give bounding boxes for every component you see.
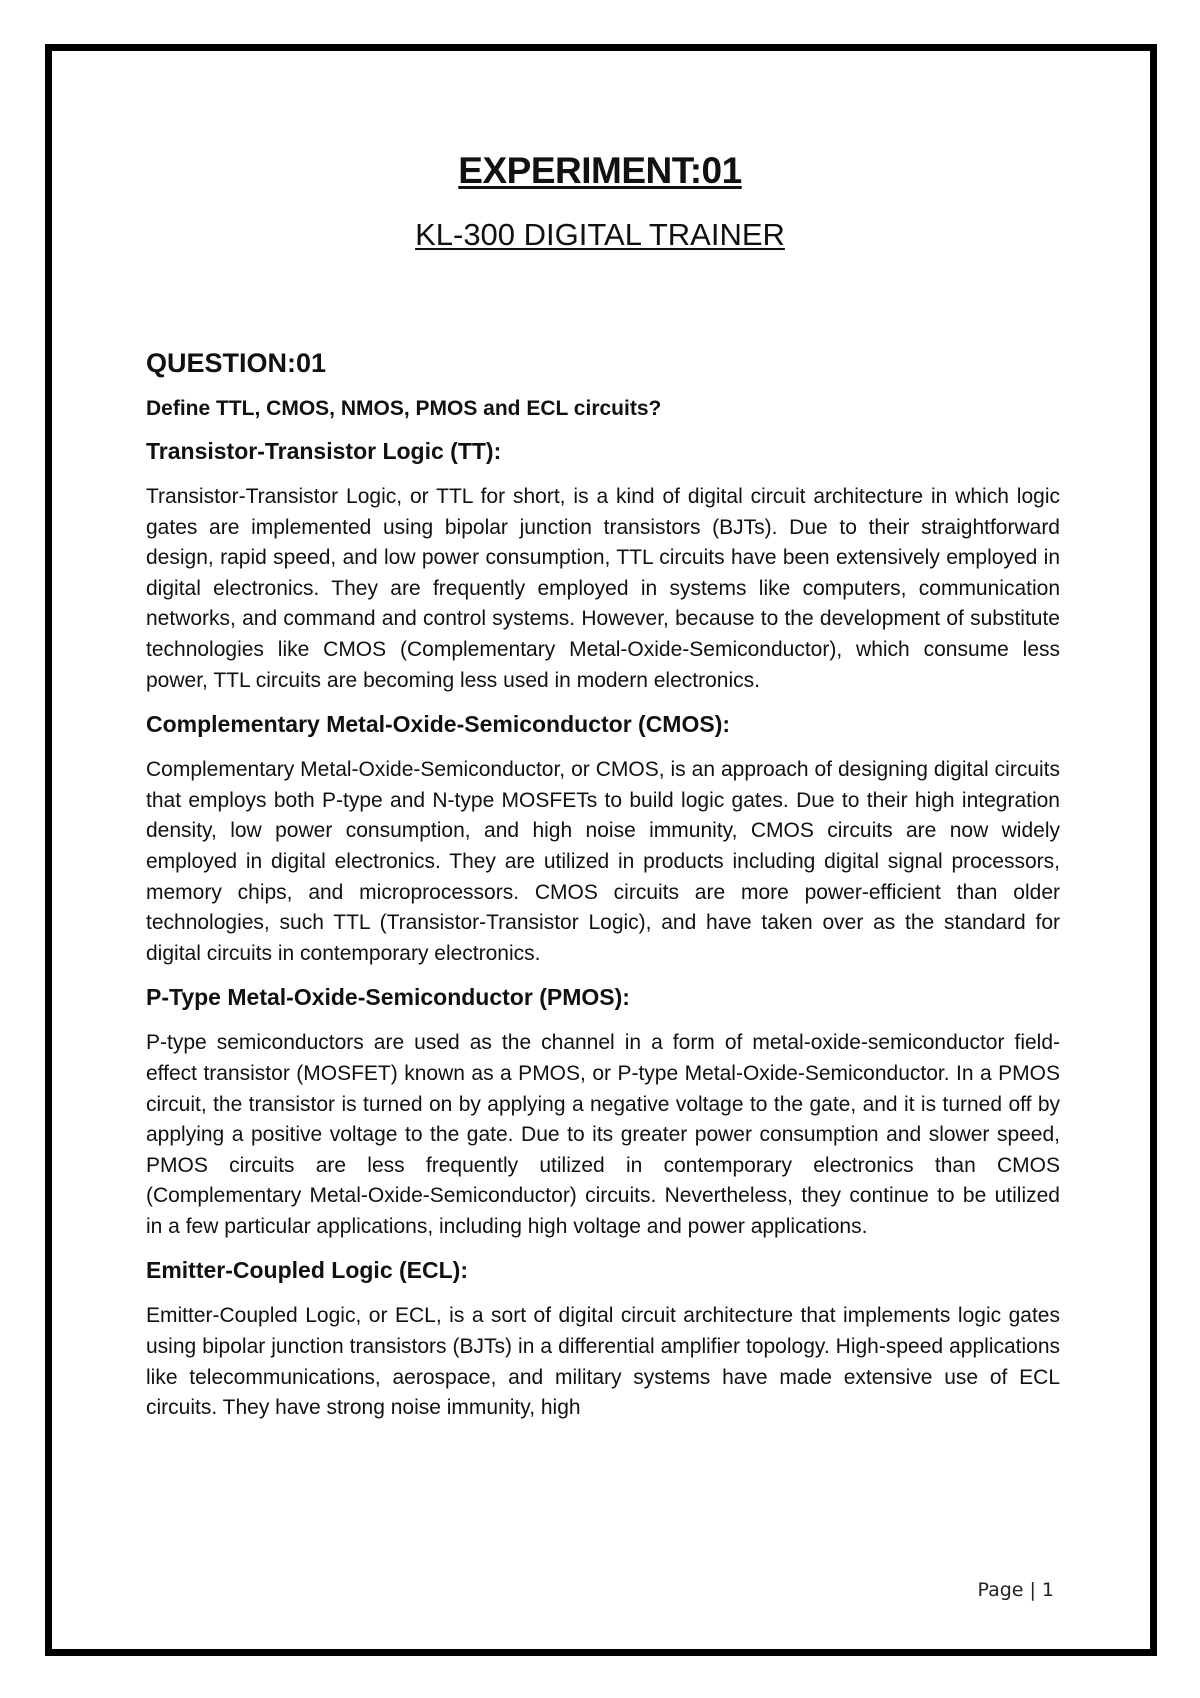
question-heading: QUESTION:01 xyxy=(146,348,327,378)
page-separator: | xyxy=(1029,1579,1036,1601)
section-body: Complementary Metal-Oxide-Semiconductor, or CMOS, is an approach of designing digital circuits that employs both P-type and N-type MOSFETs to build logic gates. Due to their high integration density, low power consumption, and high noise immunity, CMOS circuits are now widely employed in digital electronics. They are utilized in products including digital signal processors, memory chips, and microprocessors. CMOS circuits are more power-efficient than older technologies, such TTL (Transistor-Transistor Logic), and have taken over as the standard for digital circuits in contemporary electronics. xyxy=(146,758,1060,965)
section-heading: Complementary Metal-Oxide-Semiconductor (CMOS): xyxy=(146,711,731,738)
section-pmos xyxy=(146,984,1060,1242)
page-footer xyxy=(978,1579,1055,1601)
section-ttl xyxy=(146,438,1060,696)
section-cmos xyxy=(146,711,1060,969)
document-content xyxy=(146,348,1060,1439)
experiment-subtitle: KL-300 DIGITAL TRAINER xyxy=(415,217,785,252)
page-number: 1 xyxy=(1041,1579,1054,1601)
section-body: P-type semiconductors are used as the channel in a form of metal-oxide-semiconductor field-effect transistor (MOSFET) known as a PMOS, or P-type Metal-Oxide-Semiconductor. In a PMOS circuit, the transistor is turned on by applying a negative voltage to the gate, and it is turned off by applying a positive voltage to the gate. Due to its greater power consumption and slower speed, PMOS circuits are less frequently utilized in contemporary electronics than CMOS (Complementary Metal-Oxide-Semiconductor) circuits. Nevertheless, they continue to be utilized in a few particular applications, including high voltage and power applications. xyxy=(146,1031,1060,1238)
experiment-title: EXPERIMENT:01 xyxy=(458,150,742,191)
question-text: Define TTL, CMOS, NMOS, PMOS and ECL circuits? xyxy=(146,397,662,420)
section-ecl xyxy=(146,1257,1060,1423)
section-body: Transistor-Transistor Logic, or TTL for short, is a kind of digital circuit architecture in which logic gates are implemented using bipolar junction transistors (BJTs). Due to their straightforward design, rapid speed, and low power consumption, TTL circuits have been extensively employed in digital electronics. They are frequently employed in systems like computers, communication networks, and command and control systems. However, because to the development of substitute technologies like CMOS (Complementary Metal-Oxide-Semiconductor), which consume less power, TTL circuits are becoming less used in modern electronics. xyxy=(146,485,1060,692)
section-heading: Emitter-Coupled Logic (ECL): xyxy=(146,1257,468,1284)
section-body: Emitter-Coupled Logic, or ECL, is a sort of digital circuit architecture that implements logic gates using bipolar junction transistors (BJTs) in a differential amplifier topology. High-speed applications like telecommunications, aerospace, and military systems have made extensive use of ECL circuits. They have strong noise immunity, high xyxy=(146,1304,1060,1420)
page-label: Page xyxy=(977,1579,1024,1601)
section-heading: P-Type Metal-Oxide-Semiconductor (PMOS): xyxy=(146,984,630,1011)
section-heading: Transistor-Transistor Logic (TT): xyxy=(146,438,502,464)
